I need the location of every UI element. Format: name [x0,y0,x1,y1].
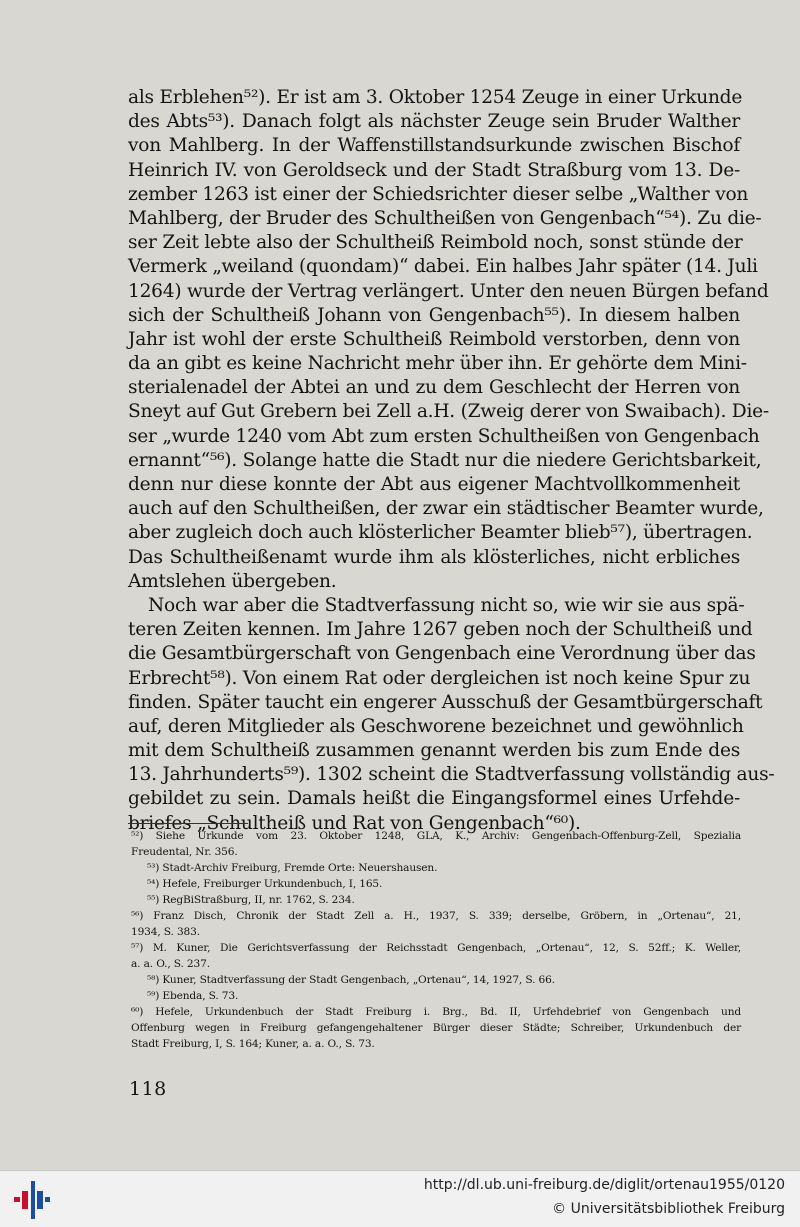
text-line: auf, deren Mitglieder als Geschworene bezeichnet und gewöhnlich [128,715,744,737]
text-line: da an gibt es keine Nachricht mehr über ihn. Er gehörte dem Mini- [128,353,747,375]
text-line: ser „wurde 1240 vom Abt zum ersten Schultheißen von Gengenbach [128,425,760,447]
footnotes [131,828,741,1052]
text-line: Das Schultheißenamt wurde ihm als klösterliches, nicht erbliches [128,546,740,568]
text-line: Sneyt auf Gut Grebern bei Zell a.H. (Zweig derer von Swaibach). Die- [128,401,769,423]
text-line: teren Zeiten kennen. Im Jahre 1267 geben noch der Schultheiß und [128,619,753,641]
text-line: mit dem Schultheiß zusammen genannt werden bis zum Ende des [128,740,740,762]
text-line: die Gesamtbürgerschaft von Gengenbach eine Verordnung über das [128,643,756,665]
footnote-line: Freudental, Nr. 356. [131,846,238,858]
text-line: Erbrecht⁵⁸). Von einem Rat oder dergleichen ist noch keine Spur zu [128,667,751,689]
text-line: Noch war aber die Stadtverfassung nicht so, wie wir sie aus spä- [148,594,745,616]
footnote-line: ⁵³) Stadt-Archiv Freiburg, Fremde Orte: Neuershausen. [147,862,438,874]
footnote-line: ⁵⁵) RegBiStraßburg, II, nr. 1762, S. 234. [147,894,355,906]
page-number: 118 [129,1078,167,1100]
text-line: gebildet zu sein. Damals heißt die Eingangsformel eines Urfehde- [128,788,740,810]
text-line: zember 1263 ist einer der Schiedsrichter dieser selbe „Walther von [128,183,749,205]
text-line: aber zugleich doch auch klösterlicher Beamter blieb⁵⁷), übertragen. [128,522,753,544]
footnote-line: ⁵²) Siehe Urkunde vom 23. Oktober 1248, GLA, K., Archiv: Gengenbach-Offenburg-Zell, Spezialia [131,830,741,842]
library-footer [0,1170,800,1227]
footnote-line: ⁵⁴) Hefele, Freiburger Urkundenbuch, I, 165. [147,878,383,890]
footnote-line: ⁶⁰) Hefele, Urkundenbuch der Stadt Freiburg i. Brg., Bd. II, Urfehdebrief von Gengenbach und [131,1006,741,1018]
footnote-line: ⁵⁶) Franz Disch, Chronik der Stadt Zell a. H., 1937, S. 339; derselbe, Gröbern, in „Ortenau“, 21, [131,910,741,922]
text-line: als Erblehen⁵²). Er ist am 3. Oktober 1254 Zeuge in einer Urkunde [128,87,743,108]
text-line: Amtslehen übergeben. [128,570,337,592]
text-line: von Mahlberg. In der Waffenstillstandsurkunde zwischen Bischof [128,135,740,157]
text-line: Heinrich IV. von Geroldseck und der Stadt Straßburg vom 13. De- [128,159,740,181]
text-line: Jahr ist wohl der erste Schultheiß Reimbold verstorben, denn von [128,328,740,350]
text-line: Vermerk „weiland (quondam)“ dabei. Ein halbes Jahr später (14. Juli [128,256,758,278]
text-line: denn nur diese konnte der Abt aus eigener Machtvollkommenheit [128,474,740,495]
text-line: sterialenadel der Abtei an und zu dem Geschlecht der Herren von [128,377,740,399]
footnote-line: 1934, S. 383. [131,926,200,938]
document-url-link[interactable]: http://dl.ub.uni-freiburg.de/diglit/ortenau1955/0120 [423,1177,785,1193]
text-line: sich der Schultheiß Johann von Gengenbach⁵⁵). In diesem halben [128,304,740,326]
footnote-line: ⁵⁹) Ebenda, S. 73. [147,990,239,1002]
text-line: finden. Später taucht ein engerer Ausschuß der Gesamtbürgerschaft [128,691,763,713]
text-line: 1264) wurde der Vertrag verlängert. Unter den neuen Bürgen befand [128,280,769,302]
text-line: ser Zeit lebte also der Schultheiß Reimbold noch, sonst stünde der [128,232,743,254]
text-line: auch auf den Schultheißen, der zwar ein städtischer Beamter wurde, [128,498,764,520]
text-line: briefes „Schultheiß und Rat von Gengenbach“⁶⁰). [128,812,581,834]
footnote-line: ⁵⁷) M. Kuner, Die Gerichtsverfassung der Reichsstadt Gengenbach, „Ortenau“, 12, S. 52ff.; K. Weller, [131,942,741,954]
footnote-line: Offenburg wegen in Freiburg gefangengehaltener Bürger dieser Städte; Schreiber, Urkundenbuch der [131,1022,741,1034]
footnote-separator [128,823,248,824]
library-logo-icon [12,1177,52,1221]
copyright-notice: © Universitätsbibliothek Freiburg [552,1201,785,1217]
text-line: ernannt“⁵⁶). Solange hatte die Stadt nur die niedere Gerichtsbarkeit, [128,449,762,471]
text-line: 13. Jahrhunderts⁵⁹). 1302 scheint die Stadtverfassung vollständig aus- [128,764,775,786]
footnote-line: Stadt Freiburg, I, S. 164; Kuner, a. a. O., S. 73. [131,1038,375,1050]
text-line: des Abts⁵³). Danach folgt als nächster Zeuge sein Bruder Walther [128,111,740,133]
footnote-line: ⁵⁸) Kuner, Stadtverfassung der Stadt Gengenbach, „Ortenau“, 14, 1927, S. 66. [147,974,555,986]
footnote-line: a. a. O., S. 237. [131,958,210,970]
text-line: Mahlberg, der Bruder des Schultheißen von Gengenbach“⁵⁴). Zu die- [128,207,762,229]
